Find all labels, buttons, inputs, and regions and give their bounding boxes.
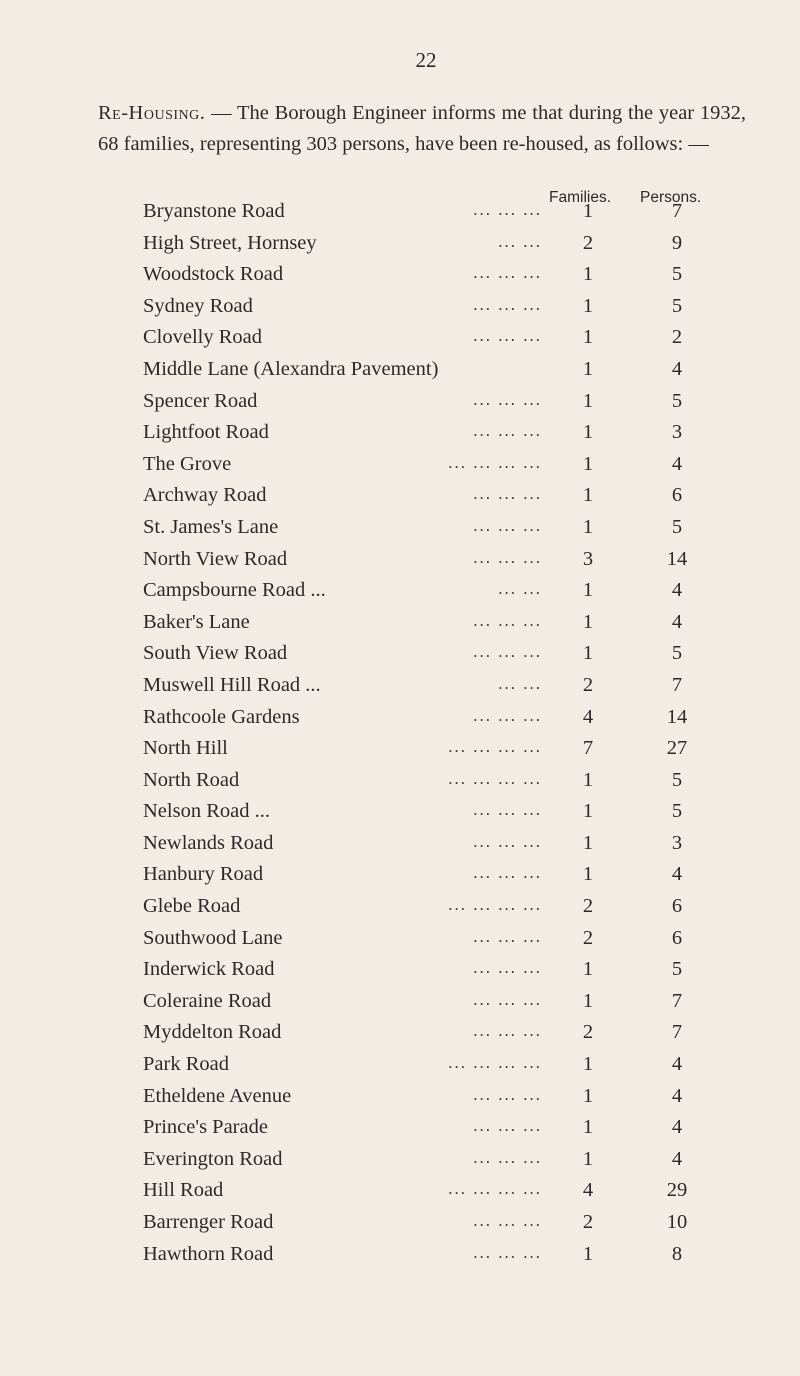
table-row xyxy=(0,453,800,485)
persons-value: 7 xyxy=(671,989,683,1012)
place-name: The Grove xyxy=(143,452,232,475)
families-value: 1 xyxy=(582,989,594,1012)
place-name: Myddelton Road xyxy=(143,1021,282,1044)
place-name: Sydney Road xyxy=(143,294,253,317)
leader-dots: ... ... ... xyxy=(473,926,542,946)
table-row xyxy=(0,263,800,295)
table-row xyxy=(0,1211,800,1243)
persons-value: 4 xyxy=(671,1116,683,1139)
persons-header: Persons. xyxy=(640,189,702,206)
families-value: 2 xyxy=(582,926,594,949)
persons-value: 14 xyxy=(666,705,688,728)
place-name: Nelson Road ... xyxy=(143,800,270,823)
persons-value: 7 xyxy=(671,200,683,222)
table-row xyxy=(0,1085,800,1117)
table-row xyxy=(0,800,800,832)
leader-dots: ... ... ... xyxy=(473,863,542,883)
table-row xyxy=(0,863,800,895)
place-name: Spencer Road xyxy=(143,389,258,412)
table-row xyxy=(0,611,800,643)
table-row xyxy=(0,1053,800,1085)
place-name: Prince's Parade xyxy=(143,1116,268,1139)
place-name: Bryanstone Road xyxy=(143,200,285,222)
persons-value: 14 xyxy=(666,547,688,570)
leader-dots: ... ... ... ... xyxy=(448,1053,542,1073)
table-row xyxy=(0,642,800,674)
place-name: Inderwick Road xyxy=(143,958,275,981)
persons-value: 3 xyxy=(671,831,683,854)
section-heading: Re-Housing. xyxy=(98,102,206,124)
families-value: 1 xyxy=(582,958,594,981)
table-row xyxy=(0,390,800,422)
families-value: 2 xyxy=(582,231,594,254)
families-value: 1 xyxy=(582,200,594,222)
intro-paragraph xyxy=(98,98,746,160)
table-row xyxy=(0,895,800,927)
intro-text: — The Borough Engineer informs me that during the year 1932, 68 families, representing 303 persons, have been re-housed, as follows: — xyxy=(98,102,746,155)
leader-dots: ... ... ... xyxy=(473,484,542,504)
place-name: Archway Road xyxy=(143,484,267,507)
place-name: Glebe Road xyxy=(143,895,241,918)
persons-value: 7 xyxy=(671,1021,683,1044)
place-name: Newlands Road xyxy=(143,831,274,854)
persons-value: 2 xyxy=(671,326,683,349)
families-header: Families. xyxy=(549,189,612,206)
families-value: 2 xyxy=(582,1211,594,1233)
leader-dots: ... ... ... xyxy=(473,421,542,441)
leader-dots: ... ... ... xyxy=(473,989,542,1009)
families-value: 3 xyxy=(582,547,594,570)
place-name: High Street, Hornsey xyxy=(143,231,317,254)
families-value: 1 xyxy=(582,610,594,633)
leader-dots: ... ... ... xyxy=(473,705,542,725)
persons-value: 29 xyxy=(666,1179,688,1202)
place-name: Etheldene Avenue xyxy=(143,1084,292,1107)
families-value: 1 xyxy=(582,1116,594,1139)
leader-dots: ... ... ... xyxy=(473,389,542,409)
persons-value: 9 xyxy=(671,231,683,254)
leader-dots: ... ... ... xyxy=(473,1147,542,1167)
families-value: 1 xyxy=(582,768,594,791)
leader-dots: ... ... ... ... xyxy=(448,737,542,757)
leader-dots: ... ... ... xyxy=(473,200,542,219)
place-name: Clovelly Road xyxy=(143,326,263,349)
persons-value: 5 xyxy=(671,642,683,665)
place-name: Campsbourne Road ... xyxy=(143,579,326,602)
leader-dots: ... ... ... xyxy=(473,958,542,978)
persons-value: 4 xyxy=(671,357,683,380)
families-value: 1 xyxy=(582,515,594,538)
place-name: Hawthorn Road xyxy=(143,1242,274,1265)
families-value: 1 xyxy=(582,326,594,349)
families-value: 1 xyxy=(582,831,594,854)
table-row xyxy=(0,295,800,327)
table-row xyxy=(0,326,800,358)
leader-dots: ... ... ... xyxy=(473,1021,542,1041)
table-row xyxy=(0,200,800,232)
leader-dots: ... ... ... ... xyxy=(448,895,542,915)
persons-value: 4 xyxy=(671,452,683,475)
families-value: 2 xyxy=(582,673,594,696)
leader-dots: ... ... ... xyxy=(473,831,542,851)
leader-dots: ... ... ... xyxy=(473,515,542,535)
families-value: 2 xyxy=(582,1021,594,1044)
persons-value: 6 xyxy=(671,895,683,918)
table-row xyxy=(0,516,800,548)
leader-dots: ... ... ... xyxy=(473,294,542,314)
leader-dots: ... ... xyxy=(498,673,542,693)
families-value: 4 xyxy=(582,705,594,728)
persons-value: 3 xyxy=(671,421,683,444)
persons-value: 5 xyxy=(671,515,683,538)
place-name: North View Road xyxy=(143,547,288,570)
persons-value: 4 xyxy=(671,1084,683,1107)
leader-dots: ... ... xyxy=(498,579,542,599)
families-value: 1 xyxy=(582,357,594,380)
table-row xyxy=(0,358,800,390)
table-row xyxy=(0,1021,800,1053)
families-value: 1 xyxy=(582,421,594,444)
place-name: Rathcoole Gardens xyxy=(143,705,300,728)
table-row xyxy=(0,484,800,516)
families-value: 1 xyxy=(582,294,594,317)
table-row xyxy=(0,548,800,580)
persons-value: 4 xyxy=(671,610,683,633)
table-row xyxy=(0,1116,800,1148)
families-value: 1 xyxy=(582,1084,594,1107)
place-name: Coleraine Road xyxy=(143,989,272,1012)
leader-dots: ... ... ... xyxy=(473,263,542,283)
families-value: 1 xyxy=(582,800,594,823)
leader-dots: ... ... ... xyxy=(473,642,542,662)
table-row xyxy=(0,1243,800,1275)
table-row xyxy=(0,990,800,1022)
place-name: Everington Road xyxy=(143,1147,283,1170)
table-row xyxy=(0,832,800,864)
place-name: Lightfoot Road xyxy=(143,421,269,444)
families-value: 1 xyxy=(582,452,594,475)
leader-dots: ... ... xyxy=(498,231,542,251)
leader-dots: ... ... ... xyxy=(473,1116,542,1136)
table-row xyxy=(0,927,800,959)
table-row xyxy=(0,958,800,990)
families-value: 1 xyxy=(582,579,594,602)
table-row xyxy=(0,421,800,453)
families-value: 1 xyxy=(582,863,594,886)
persons-value: 5 xyxy=(671,800,683,823)
place-name: South View Road xyxy=(143,642,288,665)
place-name: Middle Lane (Alexandra Pavement) xyxy=(143,357,439,380)
leader-dots: ... ... ... ... xyxy=(448,768,542,788)
place-name: Southwood Lane xyxy=(143,926,283,949)
families-value: 1 xyxy=(582,1242,594,1265)
leader-dots: ... ... ... xyxy=(473,800,542,820)
place-name: North Hill xyxy=(143,737,228,760)
leader-dots: ... ... ... xyxy=(473,326,542,346)
families-value: 1 xyxy=(582,484,594,507)
leader-dots: ... ... ... ... xyxy=(448,1179,542,1199)
table-row xyxy=(0,579,800,611)
leader-dots: ... ... ... xyxy=(473,1084,542,1104)
place-name: Hanbury Road xyxy=(143,863,264,886)
persons-value: 5 xyxy=(671,389,683,412)
leader-dots: ... ... ... xyxy=(473,610,542,630)
place-name: Park Road xyxy=(143,1053,229,1076)
leader-dots: ... ... ... xyxy=(473,1211,542,1230)
families-value: 1 xyxy=(582,642,594,665)
place-name: Baker's Lane xyxy=(143,610,250,633)
place-name: Barrenger Road xyxy=(143,1211,274,1233)
place-name: Hill Road xyxy=(143,1179,224,1202)
table-row xyxy=(0,232,800,264)
table-row xyxy=(0,737,800,769)
place-name: North Road xyxy=(143,768,240,791)
table-row xyxy=(0,1148,800,1180)
table-row xyxy=(0,674,800,706)
table-row xyxy=(0,706,800,738)
place-name: St. James's Lane xyxy=(143,515,279,538)
leader-dots: ... ... ... xyxy=(473,547,542,567)
persons-value: 5 xyxy=(671,263,683,286)
page-number: 22 xyxy=(415,48,437,72)
place-name: Muswell Hill Road ... xyxy=(143,673,321,696)
persons-value: 4 xyxy=(671,863,683,886)
persons-value: 6 xyxy=(671,926,683,949)
persons-value: 10 xyxy=(666,1211,688,1233)
persons-value: 27 xyxy=(666,737,688,760)
persons-value: 7 xyxy=(671,673,683,696)
persons-value: 4 xyxy=(671,1053,683,1076)
families-value: 1 xyxy=(582,263,594,286)
families-value: 1 xyxy=(582,1053,594,1076)
table-row xyxy=(0,1179,800,1211)
families-value: 1 xyxy=(582,389,594,412)
families-value: 2 xyxy=(582,895,594,918)
persons-value: 4 xyxy=(671,579,683,602)
families-value: 4 xyxy=(582,1179,594,1202)
families-value: 7 xyxy=(582,737,594,760)
rehousing-table xyxy=(0,200,800,1274)
families-value: 1 xyxy=(582,1147,594,1170)
leader-dots: ... ... ... xyxy=(473,1242,542,1262)
table-row xyxy=(0,769,800,801)
persons-value: 5 xyxy=(671,958,683,981)
persons-value: 5 xyxy=(671,294,683,317)
persons-value: 4 xyxy=(671,1147,683,1170)
leader-dots: ... ... ... ... xyxy=(448,452,542,472)
persons-value: 5 xyxy=(671,768,683,791)
persons-value: 8 xyxy=(671,1242,683,1265)
persons-value: 6 xyxy=(671,484,683,507)
place-name: Woodstock Road xyxy=(143,263,284,286)
